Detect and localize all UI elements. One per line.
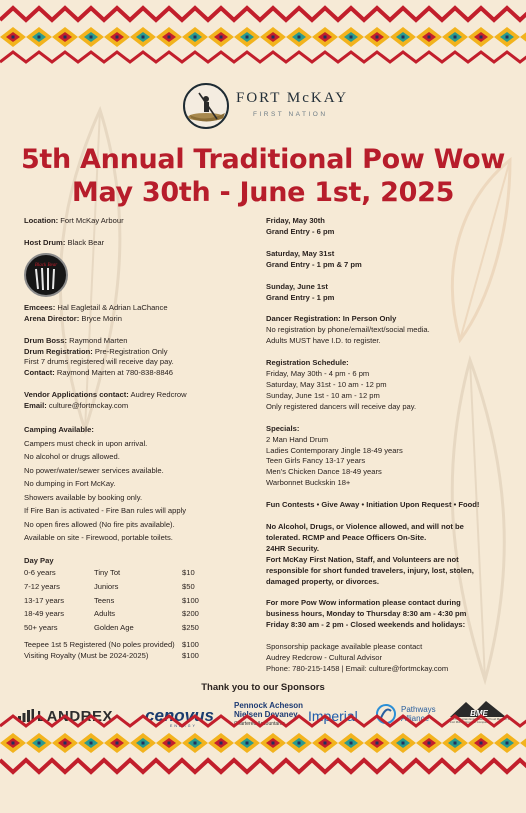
bme-text: BME — [470, 709, 488, 718]
day-pay-amount: $10 — [182, 567, 195, 577]
day-pay-table — [24, 566, 222, 635]
camping-rule: No alcohol or drugs allowed. — [24, 452, 120, 462]
sponsors-title: Thank you to our Sponsors — [201, 682, 325, 693]
sponsorship-line: Audrey Redcrow - Cultural Advisor — [266, 653, 383, 663]
teepee-pay-amount: $100 — [182, 640, 199, 650]
bead-dot — [428, 36, 431, 39]
registration-schedule-title: Registration Schedule: — [266, 358, 349, 368]
beadwork-pattern — [0, 0, 526, 66]
canoe-paddler-icon — [185, 85, 229, 129]
bead-dot — [246, 36, 249, 39]
bead-dot — [142, 36, 145, 39]
host-drum-label: Host Drum: — [24, 237, 66, 247]
rules-line: No Alcohol, Drugs, or Violence allowed, and will not be — [266, 522, 464, 532]
bead-dot — [298, 36, 301, 39]
registration-schedule-line: Only registered dancers will receive day pay. — [266, 401, 417, 411]
schedule-day: Sunday, June 1st — [266, 281, 328, 291]
rules-line: responsible for short funded travelers, injury, lost, stolen, — [266, 565, 474, 575]
bead-dot — [12, 36, 15, 39]
bead-dot — [428, 742, 431, 745]
rules-line: Fort McKay First Nation, Staff, and Volunteers are not — [266, 554, 459, 564]
day-pay-amount: $200 — [182, 609, 199, 619]
info-line: business hours, Monday to Thursday 8:30 am - 4:30 pm — [266, 609, 467, 619]
schedule-grand-entry: Grand Entry - 1 pm & 7 pm — [266, 259, 362, 269]
event-title: 5th Annual Traditional Pow Wow — [20, 144, 506, 175]
day-pay-category: Golden Age — [94, 623, 134, 633]
header — [0, 83, 526, 133]
landrex-name: LANDREX — [37, 708, 114, 725]
camping-rule: If Fire Ban is activated - Fire Ban rules will apply — [24, 506, 187, 516]
emcees-label: Emcees: — [24, 302, 56, 312]
bead-dot — [168, 36, 171, 39]
bead-dot — [142, 742, 145, 745]
location-value: Fort McKay Arbour — [60, 216, 124, 225]
bead-dot — [454, 742, 457, 745]
camping-section — [24, 423, 244, 545]
cenovus-subtitle: ENERGY — [170, 724, 197, 728]
bead-dot — [272, 36, 275, 39]
fun-contests-line: Fun Contests • Give Away • Initiation Upon Request • Food! — [266, 500, 480, 510]
special-item: Teen Girls Fancy 13-17 years — [266, 456, 366, 466]
special-item: 2 Man Hand Drum — [266, 434, 329, 444]
camping-rule: Available on site - Firewood, portable toilets. — [24, 533, 173, 543]
cenovus-logo: cenovus — [145, 706, 214, 725]
special-item: Ladies Contemporary Jingle 18-49 years — [266, 445, 403, 455]
royalty-pay-row — [24, 651, 244, 662]
contact-label: Contact: — [24, 368, 55, 378]
day-pay-age: 50+ years — [24, 623, 58, 633]
arena-director-value: Bryce Morin — [81, 313, 122, 323]
right-column — [266, 216, 506, 675]
royalty-pay-label: Visiting Royalty (Must be 2024-2025) — [24, 651, 149, 661]
special-item: Men's Chicken Dance 18-49 years — [266, 467, 382, 477]
drum-logo-text: Black Bear — [34, 262, 58, 268]
contact-value: Raymond Marten at 780-838-8846 — [56, 368, 174, 378]
bead-dot — [402, 742, 405, 745]
day-pay-age: 18-49 years — [24, 609, 65, 619]
table-row — [24, 566, 222, 580]
bme-subtitle: Birch Mountain Enterprises LP Proud Member of Fort McKay Group of Companies — [450, 717, 511, 725]
emcees-line — [24, 303, 244, 314]
bead-dot — [298, 742, 301, 745]
table-row — [24, 580, 222, 594]
pennock-line2: Nielsen Devaney — [234, 709, 298, 719]
day-pay-amount: $250 — [182, 623, 199, 633]
host-drum-value: Black Bear — [67, 237, 105, 247]
drum-boss-label: Drum Boss: — [24, 335, 68, 345]
table-row — [24, 594, 222, 608]
drum-registration-value: Pre-Registration Only — [94, 346, 168, 356]
teepee-pay-label: Teepee 1st 5 Registered (No poles provided) — [24, 640, 175, 650]
table-row — [24, 622, 222, 636]
bead-dot — [350, 36, 353, 39]
pennock-line1: Pennock Acheson — [234, 701, 304, 710]
registration-schedule-line: Saturday, May 31st - 10 am - 12 pm — [266, 379, 387, 389]
bead-dot — [64, 742, 67, 745]
day-pay-age: 13-17 years — [24, 595, 65, 605]
bead-dot — [480, 36, 483, 39]
vendor-line — [24, 390, 244, 401]
bead-dot — [90, 742, 93, 745]
bead-dot — [220, 742, 223, 745]
bead-dot — [116, 36, 119, 39]
day-pay-amount: $100 — [182, 595, 199, 605]
bead-dot — [324, 36, 327, 39]
day-pay-category: Juniors — [94, 581, 119, 591]
bead-dot — [12, 742, 15, 745]
special-item: Warbonnet Buckskin 18+ — [266, 478, 351, 488]
registration-schedule-line: Friday, May 30th - 4 pm - 6 pm — [266, 369, 370, 379]
email-label: Email: — [24, 401, 47, 411]
registration-schedule-line: Sunday, June 1st - 10 am - 12 pm — [266, 390, 380, 400]
info-line: For more Pow Wow information please contact during — [266, 598, 461, 608]
bear-claw-icon — [26, 255, 66, 295]
drum-boss-line — [24, 336, 244, 347]
pennock-subtitle: Chartered Accountants — [234, 721, 285, 727]
drum-registration-line — [24, 347, 244, 358]
schedule-grand-entry: Grand Entry - 6 pm — [266, 226, 335, 236]
left-column — [24, 216, 244, 662]
bead-dot — [506, 742, 509, 745]
day-pay-age: 0-6 years — [24, 567, 56, 577]
vendor-label: Vendor Applications contact: — [24, 390, 129, 400]
location-label: Location: — [24, 216, 59, 225]
pathways-line2: Alliance — [401, 714, 430, 723]
camping-title: Camping Available: — [24, 425, 94, 435]
arena-director-label: Arena Director: — [24, 313, 80, 323]
bead-dot — [116, 742, 119, 745]
camping-rule: No open fires allowed (No fire pits available). — [24, 519, 175, 529]
host-drum-line — [24, 238, 244, 249]
event-dates: May 30th - June 1st, 2025 — [71, 177, 455, 208]
bead-dot — [194, 742, 197, 745]
brand-name: FORT McKAY — [236, 90, 349, 106]
contact-line — [24, 368, 244, 379]
bead-dot — [246, 742, 249, 745]
brand-subtitle: FIRST NATION — [253, 111, 328, 118]
dancer-registration-line: Adults MUST have I.D. to register. — [266, 336, 381, 346]
rules-line: damaged property, or divorces. — [266, 576, 379, 586]
emcees-value: Hal Eagletail & Adrian LaChance — [57, 302, 168, 312]
bead-diamond — [520, 27, 526, 47]
top-pattern-border — [0, 0, 526, 66]
royalty-pay-amount: $100 — [182, 651, 199, 661]
bead-dot — [324, 742, 327, 745]
arena-director-line — [24, 314, 244, 325]
bead-diamond — [520, 733, 526, 753]
bead-dot — [272, 742, 275, 745]
day-pay-amount: $50 — [182, 581, 195, 591]
bead-dot — [506, 36, 509, 39]
bead-dot — [220, 36, 223, 39]
camping-rule: Campers must check in upon arrival. — [24, 438, 148, 448]
bead-dot — [480, 742, 483, 745]
drum-boss-value: Raymond Marten — [69, 335, 128, 345]
drum-registration-note: First 7 drums registered will receive day pay. — [24, 357, 174, 367]
email-link[interactable]: culture@fortmckay.com — [48, 401, 129, 411]
sponsorship-contact-line[interactable]: Phone: 780-215-1458 | Email: culture@fortmckay.com — [266, 664, 449, 673]
bead-dot — [350, 742, 353, 745]
day-pay-title: Day Pay — [24, 555, 54, 565]
bead-dot — [194, 36, 197, 39]
teepee-pay-row — [24, 640, 244, 651]
rules-line: 24HR Security. — [266, 543, 320, 553]
bead-dot — [168, 742, 171, 745]
camping-rule: No power/water/sewer services available. — [24, 465, 164, 475]
bead-dot — [454, 36, 457, 39]
schedule-day: Friday, May 30th — [266, 216, 325, 225]
camping-rule: No dumping in Fort McKay. — [24, 479, 116, 489]
bead-dot — [376, 36, 379, 39]
black-bear-drum-logo — [24, 253, 68, 297]
vendor-value: Audrey Redcrow — [130, 390, 187, 400]
schedule-grand-entry: Grand Entry - 1 pm — [266, 292, 335, 302]
rules-line: tolerated. RCMP and Peace Officers On-Site. — [266, 532, 427, 542]
email-line — [24, 401, 244, 412]
bead-dot — [376, 742, 379, 745]
bead-dot — [38, 742, 41, 745]
table-row — [24, 608, 222, 622]
day-pay-category: Teens — [94, 595, 115, 605]
specials-title: Specials: — [266, 423, 300, 433]
bead-dot — [38, 36, 41, 39]
day-pay-category: Tiny Tot — [94, 567, 121, 577]
schedule-day: Saturday, May 31st — [266, 248, 335, 258]
location-line — [24, 216, 244, 227]
sponsorship-line: Sponsorship package available please contact — [266, 642, 423, 652]
pathways-line1: Pathways — [401, 705, 436, 714]
day-pay-category: Adults — [94, 609, 116, 619]
imperial-logo: Imperial — [308, 708, 358, 724]
dancer-registration-title: Dancer Registration: In Person Only — [266, 314, 397, 324]
drum-registration-label: Drum Registration: — [24, 346, 93, 356]
info-line: Friday 8:30 am - 2 pm - Closed weekends and holidays: — [266, 620, 466, 630]
fort-mckay-logo — [183, 83, 229, 129]
bead-dot — [64, 36, 67, 39]
day-pay-age: 7-12 years — [24, 581, 60, 591]
camping-rule: Showers available by booking only. — [24, 492, 143, 502]
bead-dot — [402, 36, 405, 39]
dancer-registration-line: No registration by phone/email/text/social media. — [266, 325, 430, 335]
bead-dot — [90, 36, 93, 39]
